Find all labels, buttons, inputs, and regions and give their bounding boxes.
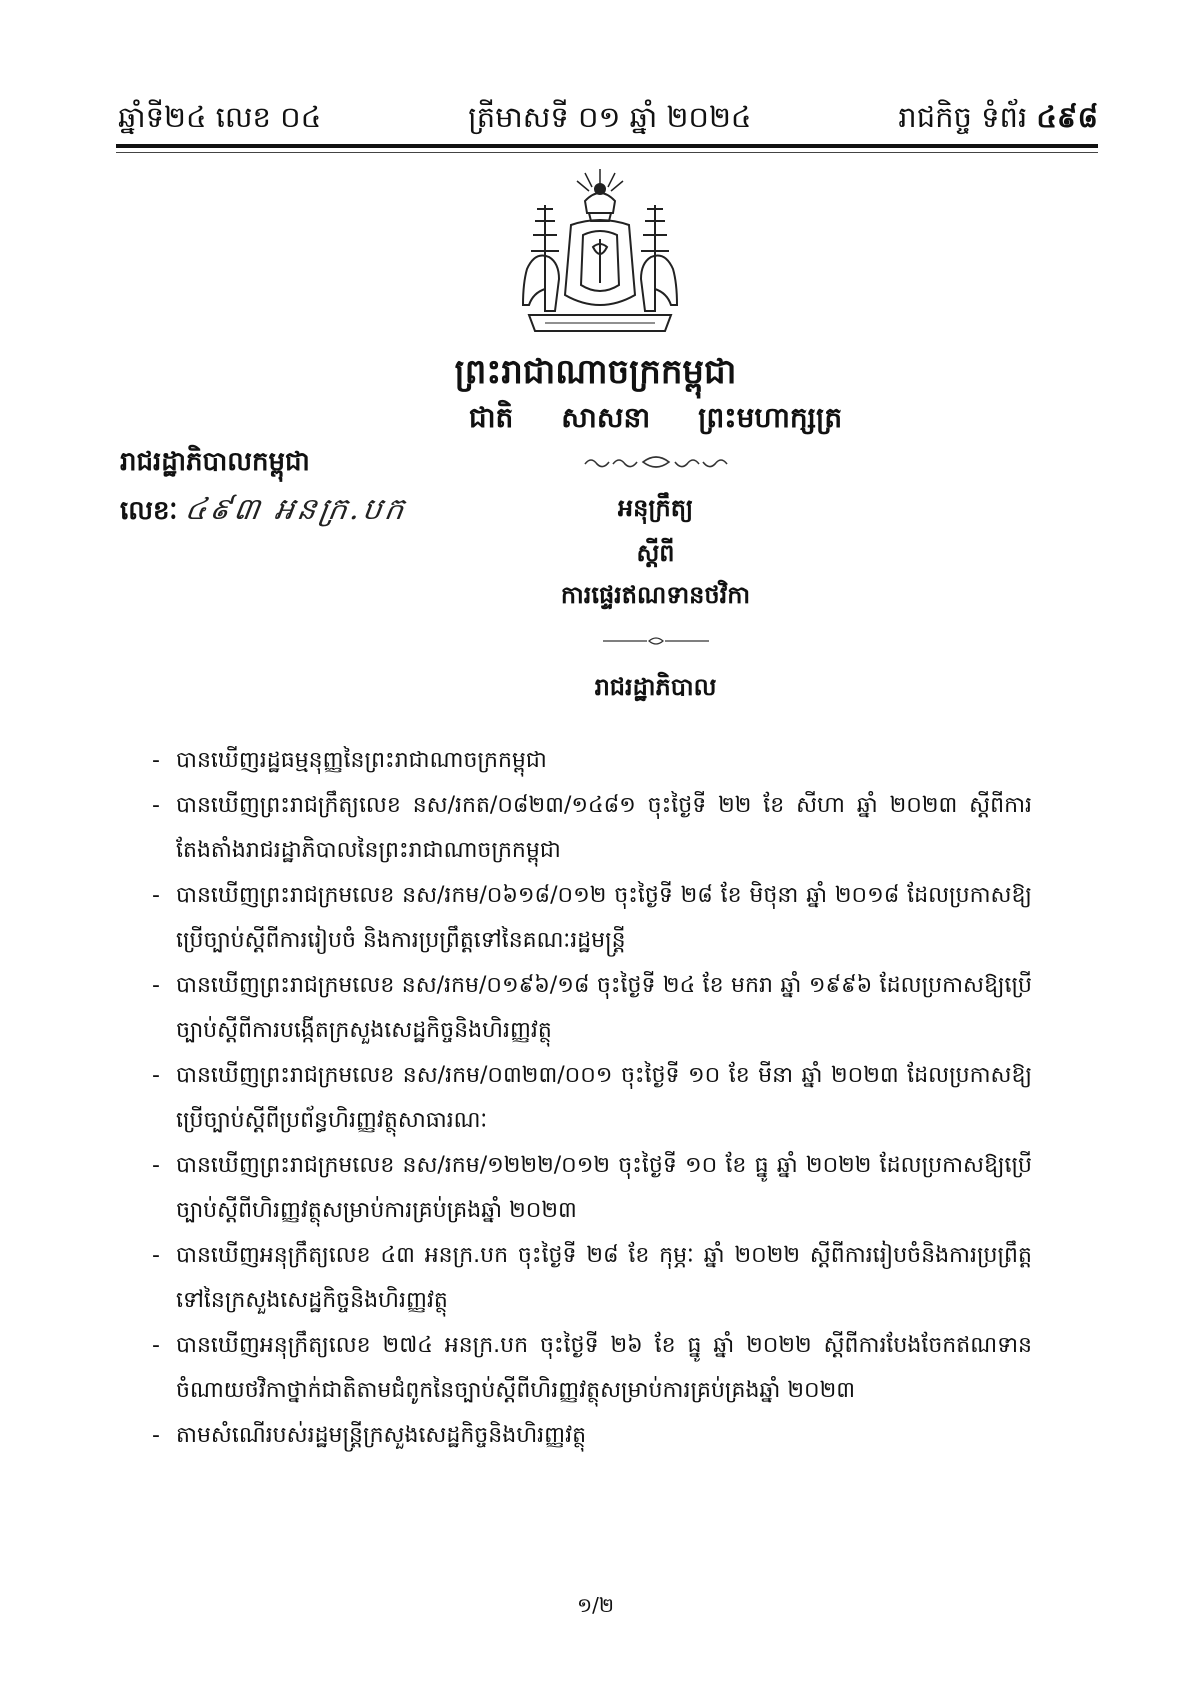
list-item: - បានឃើញព្រះរាជក្រមលេខ នស/រកម/០១៩៦/១៨ ចុះថ្ងៃទី ២៤ ខែ មករា ឆ្នាំ ១៩៩៦ ដែលប្រកាសឱ្យប្រើច្បាប់ស្តីពីការបង្កើតក្រសួងសេដ្ឋកិច្ចនិងហិរញ្ញវត្ថុ (152, 963, 1032, 1053)
document-type: អនុក្រឹត្យ (617, 494, 694, 522)
motto-nation: ជាតិ (468, 401, 514, 434)
reference-value: ៤៩៣ អនក្រ.បក (183, 492, 410, 527)
kingdom-title: ព្រះរាជាណាចក្រកម្ពុជា (454, 352, 737, 392)
motto-religion: សាសនា (561, 401, 651, 434)
volume-number: ឆ្នាំទី២៤ លេខ ០៤ (118, 100, 322, 134)
government-heading: រាជរដ្ឋាភិបាល (594, 673, 717, 701)
royal-coat-of-arms-icon (515, 165, 685, 345)
quarter-date: ត្រីមាសទី ០១ ឆ្នាំ ២០២៤ (468, 100, 752, 134)
list-item: - បានឃើញរដ្ឋធម្មនុញ្ញនៃព្រះរាជាណាចក្រកម្ពុជា (152, 738, 1032, 783)
gazette-page-number: ៤៩៨ (1036, 100, 1098, 134)
document-title: ការផ្ទេរឥណទានថវិកា (560, 581, 751, 609)
header-rule-thin (116, 152, 1098, 153)
gazette-label: រាជកិច្ច ទំព័រ (898, 100, 1028, 134)
list-item: - បានឃើញព្រះរាជក្រឹត្យលេខ នស/រកត/០៨២៣/១៤៨១ ចុះថ្ងៃទី ២២ ខែ សីហា ឆ្នាំ ២០២៣ ស្តីពីការតែងតាំងរាជរដ្ឋាភិបាលនៃព្រះរាជាណាចក្រកម្ពុជា (152, 783, 1032, 873)
reference-label: លេខៈ (120, 496, 178, 526)
header-rule-thick (116, 144, 1098, 148)
motto-king: ព្រះមហាក្សត្រ (698, 401, 843, 434)
list-item: - បានឃើញព្រះរាជក្រមលេខ នស/រកម/០៦១៨/០១២ ចុះថ្ងៃទី ២៨ ខែ មិថុនា ឆ្នាំ ២០១៨ ដែលប្រកាសឱ្យប្រើច្បាប់ស្តីពីការរៀបចំ និងការប្រព្រឹត្តទៅនៃគណៈរដ្ឋមន្ត្រី (152, 873, 1032, 963)
issuing-authority: រាជរដ្ឋាភិបាលកម្ពុជា (120, 447, 310, 477)
gazette-header (118, 96, 1098, 142)
considerations-list (152, 738, 1032, 1458)
document-about: ស្តីពី (636, 539, 675, 567)
national-motto (60, 400, 1191, 441)
title-divider-icon (60, 632, 1191, 651)
list-item: - តាមសំណើរបស់រដ្ឋមន្ត្រីក្រសួងសេដ្ឋកិច្ចនិងហិរញ្ញវត្ថុ (152, 1413, 1032, 1458)
gazette-page (898, 100, 1098, 142)
list-item: - បានឃើញអនុក្រឹត្យលេខ ៤៣ អនក្រ.បក ចុះថ្ងៃទី ២៨ ខែ កុម្ភៈ ឆ្នាំ ២០២២ ស្តីពីការរៀបចំនិងការប្រព្រឹត្តទៅនៃក្រសួងសេដ្ឋកិច្ចនិងហិរញ្ញវត្ថុ (152, 1233, 1032, 1323)
list-item: - បានឃើញព្រះរាជក្រមលេខ នស/រកម/១២២២/០១២ ចុះថ្ងៃទី ១០ ខែ ធ្នូ ឆ្នាំ ២០២២ ដែលប្រកាសឱ្យប្រើច្បាប់ស្តីពីហិរញ្ញវត្ថុសម្រាប់ការគ្រប់គ្រងឆ្នាំ ២០២៣ (152, 1143, 1032, 1233)
page-number: ១/២ (576, 1593, 614, 1617)
list-item: - បានឃើញព្រះរាជក្រមលេខ នស/រកម/០៣២៣/០០១ ចុះថ្ងៃទី ១០ ខែ មីនា ឆ្នាំ ២០២៣ ដែលប្រកាសឱ្យប្រើច្បាប់ស្តីពីប្រព័ន្ធហិរញ្ញវត្ថុសាធារណៈ (152, 1053, 1032, 1143)
list-item: - បានឃើញអនុក្រឹត្យលេខ ២៧៤ អនក្រ.បក ចុះថ្ងៃទី ២៦ ខែ ធ្នូ ឆ្នាំ ២០២២ ស្តីពីការបែងចែកឥណទានចំណាយថវិកាថ្នាក់ជាតិតាមជំពូកនៃច្បាប់ស្តីពីហិរញ្ញវត្ថុសម្រាប់ការគ្រប់គ្រងឆ្នាំ ២០២៣ (152, 1323, 1032, 1413)
